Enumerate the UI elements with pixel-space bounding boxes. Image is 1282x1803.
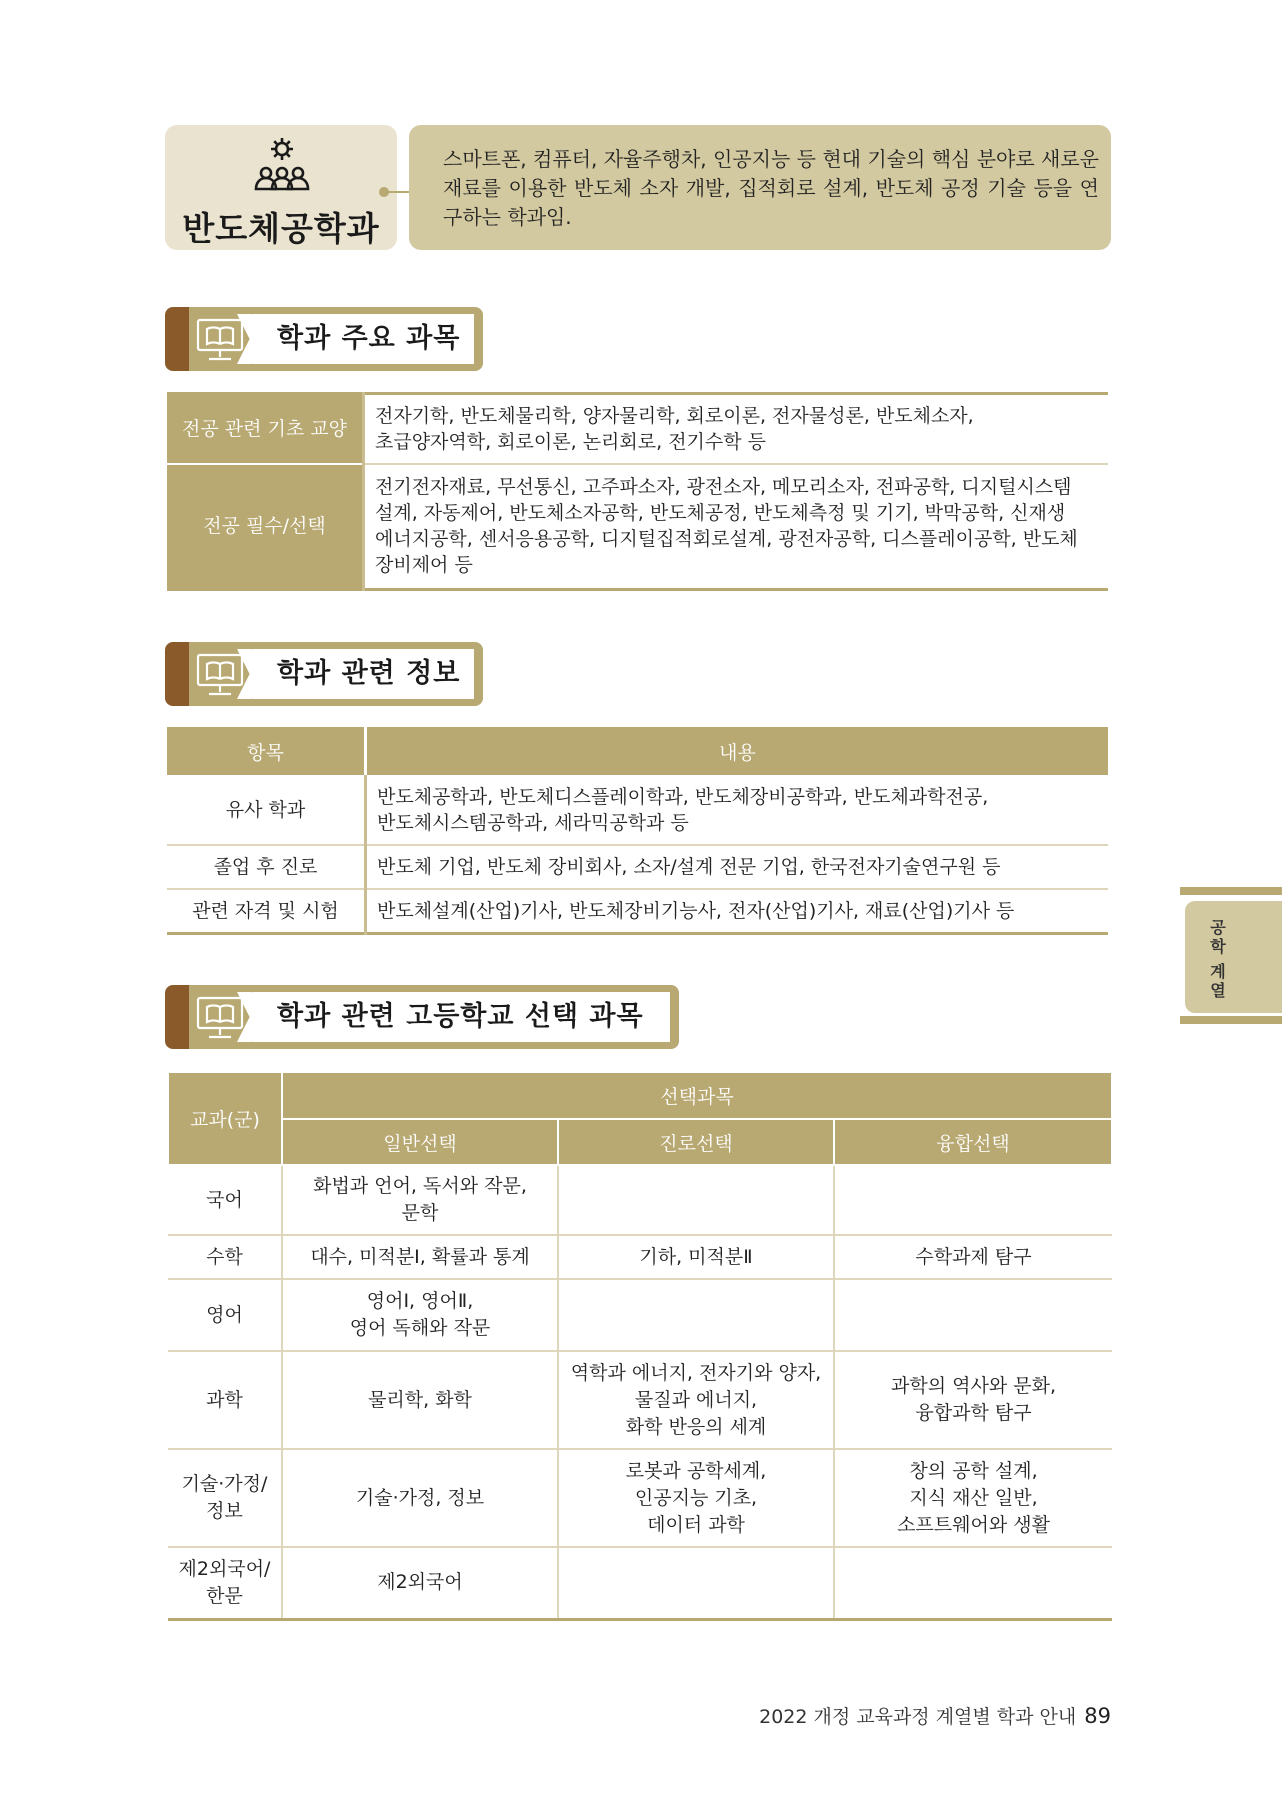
column-header: 항목	[167, 727, 366, 775]
general-cell: 대수, 미적분Ⅰ, 확률과 통계	[282, 1235, 558, 1279]
side-tab-char: 열	[1210, 981, 1226, 1000]
fusion-cell	[834, 1165, 1112, 1235]
value-line: 전자기학, 반도체물리학, 양자물리학, 회로이론, 전자물성론, 반도체소자,	[375, 404, 974, 427]
table-header-row	[168, 1072, 1112, 1119]
department-description: 스마트폰, 컴퓨터, 자율주행차, 인공지능 등 현대 기술의 핵심 분야로 새로운 재료를 이용한 반도체 소자 개발, 집적회로 설계, 반도체 공정 기술 등을 연구하는 학과임.	[409, 125, 1111, 250]
main-courses-table	[167, 392, 1108, 591]
row-label: 전공 관련 기초 교양	[167, 394, 364, 464]
row-label: 전공 필수/선택	[167, 464, 364, 590]
fusion-cell: 수학과제 탐구	[834, 1235, 1112, 1279]
table-row	[168, 1449, 1112, 1547]
subject-cell: 제2외국어/ 한문	[168, 1547, 282, 1619]
department-title: 반도체공학과	[182, 209, 380, 248]
column-header: 진로선택	[558, 1119, 834, 1165]
value-line: 반도체시스템공학과, 세라믹공학과 등	[377, 811, 689, 834]
general-cell: 화법과 언어, 독서와 작문, 문학	[282, 1165, 558, 1235]
table-header-row	[167, 727, 1108, 775]
fusion-cell	[834, 1279, 1112, 1351]
row-value	[366, 775, 1109, 845]
table-header-row	[168, 1119, 1112, 1165]
column-header-group: 선택과목	[282, 1072, 1112, 1119]
value-line: 반도체공학과, 반도체디스플레이학과, 반도체장비공학과, 반도체과학전공,	[377, 785, 989, 808]
row-value: 반도체설계(산업)기사, 반도체장비기능사, 전자(산업)기사, 재료(산업)기사 등	[366, 889, 1109, 933]
career-cell	[558, 1279, 834, 1351]
fusion-cell: 창의 공학 설계, 지식 재산 일반, 소프트웨어와 생활	[834, 1449, 1112, 1547]
table-row	[167, 464, 1108, 590]
general-cell: 제2외국어	[282, 1547, 558, 1619]
general-cell: 영어Ⅰ, 영어Ⅱ, 영어 독해와 작문	[282, 1279, 558, 1351]
column-header: 일반선택	[282, 1119, 558, 1165]
row-label: 관련 자격 및 시험	[167, 889, 366, 933]
section-title: 학과 관련 고등학교 선택 과목	[277, 1001, 644, 1032]
table-row	[167, 889, 1108, 933]
subject-cell: 수학	[168, 1235, 282, 1279]
page-number: 89	[1084, 1704, 1111, 1728]
side-tab	[1185, 901, 1282, 1013]
value-line: 초급양자역학, 회로이론, 논리회로, 전기수학 등	[375, 430, 767, 453]
subject-cell: 과학	[168, 1351, 282, 1449]
side-tab-line-top	[1180, 887, 1282, 895]
fusion-cell	[834, 1547, 1112, 1619]
footer	[759, 1702, 1111, 1729]
info-table	[167, 727, 1108, 935]
value-line: 장비제어 등	[375, 554, 473, 577]
row-value: 반도체 기업, 반도체 장비회사, 소자/설계 전문 기업, 한국전자기술연구원 등	[366, 845, 1109, 889]
side-tab-char: 학	[1210, 937, 1226, 956]
side-tab-char: 공	[1210, 918, 1226, 937]
row-label: 유사 학과	[167, 775, 366, 845]
row-value	[364, 464, 1109, 590]
department-card	[165, 125, 397, 250]
column-header: 내용	[366, 727, 1109, 775]
table-row	[168, 1235, 1112, 1279]
career-cell	[558, 1165, 834, 1235]
section-title: 학과 주요 과목	[277, 323, 461, 354]
value-line: 설계, 자동제어, 반도체소자공학, 반도체공정, 반도체측정 및 기기, 박막공학, 신재생	[375, 502, 1066, 525]
hs-courses-table	[167, 1071, 1113, 1621]
side-tab-label	[1205, 918, 1231, 1000]
row-value	[364, 394, 1109, 464]
career-cell: 역학과 에너지, 전자기와 양자, 물질과 에너지, 화학 반응의 세계	[558, 1351, 834, 1449]
table-row	[167, 845, 1108, 889]
monitor-book-icon	[193, 652, 247, 698]
general-cell: 기술·가정, 정보	[282, 1449, 558, 1547]
section-header-hs-courses	[165, 985, 679, 1049]
value-line: 에너지공학, 센서응용공학, 디지털집적회로설계, 광전자공학, 디스플레이공학, 반도체	[375, 528, 1078, 551]
subject-cell: 국어	[168, 1165, 282, 1235]
fusion-cell: 과학의 역사와 문화, 융합과학 탐구	[834, 1351, 1112, 1449]
table-row	[168, 1547, 1112, 1619]
section-title: 학과 관련 정보	[277, 658, 461, 689]
general-cell: 물리학, 화학	[282, 1351, 558, 1449]
table-row	[168, 1279, 1112, 1351]
career-cell: 기하, 미적분Ⅱ	[558, 1235, 834, 1279]
monitor-book-icon	[193, 317, 247, 363]
section-header-main-courses	[165, 307, 483, 371]
row-label: 졸업 후 진로	[167, 845, 366, 889]
value-line: 전기전자재료, 무선통신, 고주파소자, 광전소자, 메모리소자, 전파공학, 디지털시스템	[375, 476, 1072, 499]
subject-cell: 영어	[168, 1279, 282, 1351]
table-row	[167, 775, 1108, 845]
side-tab-char: 계	[1210, 962, 1226, 981]
gear-people-icon	[251, 135, 313, 199]
subject-cell: 기술·가정/ 정보	[168, 1449, 282, 1547]
career-cell: 로봇과 공학세계, 인공지능 기초, 데이터 과학	[558, 1449, 834, 1547]
table-row	[168, 1351, 1112, 1449]
side-tab-line-bottom	[1180, 1016, 1282, 1024]
career-cell	[558, 1547, 834, 1619]
footer-text: 2022 개정 교육과정 계열별 학과 안내	[759, 1706, 1077, 1728]
monitor-book-icon	[193, 995, 247, 1041]
table-row	[168, 1165, 1112, 1235]
column-header: 융합선택	[834, 1119, 1112, 1165]
section-header-info	[165, 642, 483, 706]
column-header-subject: 교과(군)	[168, 1072, 282, 1165]
table-row	[167, 394, 1108, 464]
